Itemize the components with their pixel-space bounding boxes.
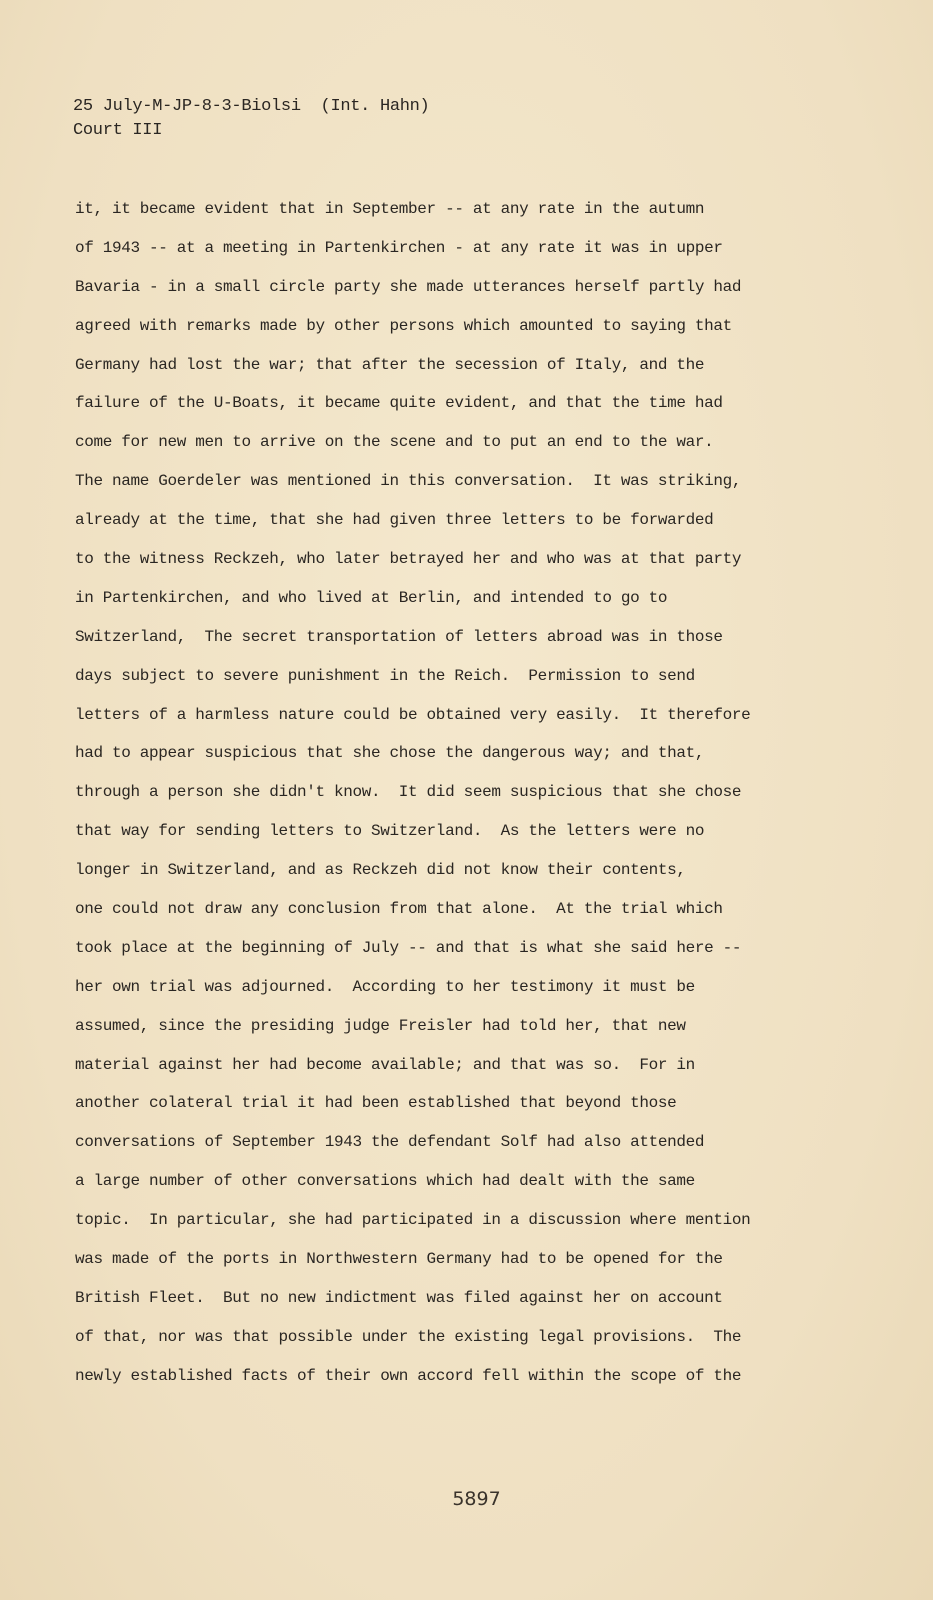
transcript-body — [75, 190, 835, 1396]
text-line: through a person she didn't know. It did seem suspicious that she chose — [75, 783, 742, 802]
text-line: one could not draw any conclusion from that alone. At the trial which — [75, 900, 723, 919]
page-number: 5897 — [452, 1488, 501, 1510]
text-line: assumed, since the presiding judge Freisler had told her, that new — [75, 1016, 686, 1035]
text-line: Germany had lost the war; that after the secession of Italy, and the — [75, 355, 705, 374]
text-line: newly established facts of their own accord fell within the scope of the — [75, 1366, 742, 1385]
text-line: of 1943 -- at a meeting in Partenkirchen - at any rate it was in upper — [75, 238, 723, 257]
text-line: in Partenkirchen, and who lived at Berlin, and intended to go to — [75, 588, 668, 607]
header-case-reference: 25 July-M-JP-8-3-Biolsi (Int. Hahn) — [73, 97, 430, 116]
text-line: topic. In particular, she had participated in a discussion where mention — [75, 1211, 751, 1230]
text-line: took place at the beginning of July -- and that is what she said here -- — [75, 938, 742, 957]
text-line: days subject to severe punishment in the Reich. Permission to send — [75, 666, 695, 685]
text-line: to the witness Reckzeh, who later betrayed her and who was at that party — [75, 550, 742, 569]
text-line: had to appear suspicious that she chose the dangerous way; and that, — [75, 744, 705, 763]
text-line: Switzerland, The secret transportation of letters abroad was in those — [75, 627, 723, 646]
text-line: letters of a harmless nature could be obtained very easily. It therefore — [75, 705, 751, 724]
text-line: already at the time, that she had given three letters to be forwarded — [75, 511, 714, 530]
text-line: was made of the ports in Northwestern Germany had to be opened for the — [75, 1250, 723, 1269]
text-line: a large number of other conversations which had dealt with the same — [75, 1172, 695, 1191]
text-line: longer in Switzerland, and as Reckzeh did not know their contents, — [75, 861, 686, 880]
text-line: material against her had become available; and that was so. For in — [75, 1055, 695, 1074]
text-line: The name Goerdeler was mentioned in this conversation. It was striking, — [75, 472, 742, 491]
text-line: come for new men to arrive on the scene and to put an end to the war. — [75, 433, 714, 452]
document-header — [73, 95, 429, 143]
header-court: Court III — [73, 121, 163, 140]
text-line: British Fleet. But no new indictment was filed against her on account — [75, 1288, 723, 1307]
text-line: another colateral trial it had been established that beyond those — [75, 1094, 677, 1113]
text-line: conversations of September 1943 the defendant Solf had also attended — [75, 1133, 705, 1152]
text-line: failure of the U-Boats, it became quite evident, and that the time had — [75, 394, 723, 413]
text-line: that way for sending letters to Switzerland. As the letters were no — [75, 822, 705, 841]
text-line: it, it became evident that in September -- at any rate in the autumn — [75, 200, 705, 218]
text-line: her own trial was adjourned. According to her testimony it must be — [75, 977, 695, 996]
text-line: Bavaria - in a small circle party she made utterances herself partly had — [75, 277, 742, 296]
text-line: of that, nor was that possible under the existing legal provisions. The — [75, 1327, 742, 1346]
text-line: agreed with remarks made by other persons which amounted to saying that — [75, 316, 732, 335]
